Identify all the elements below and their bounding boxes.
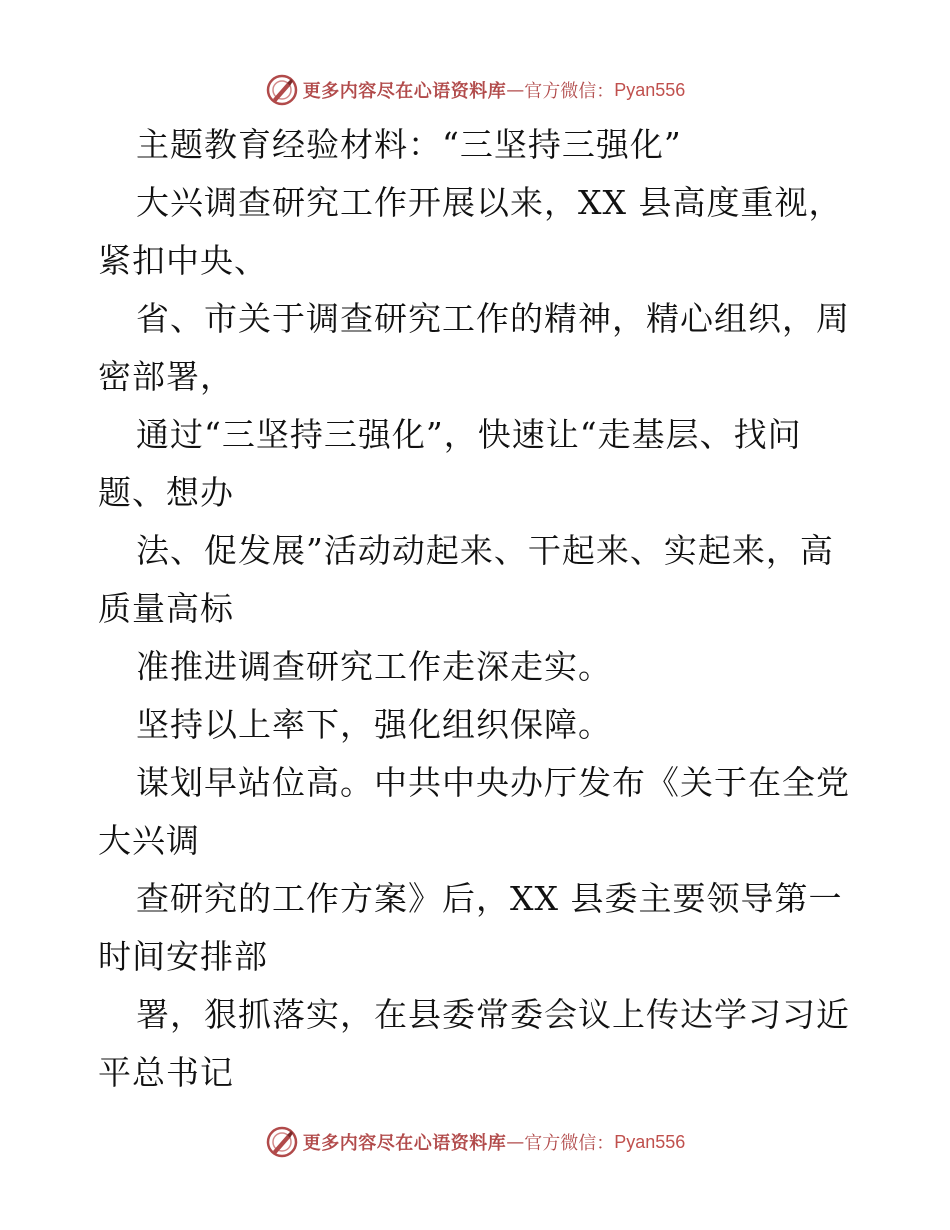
text-line: 密部署， [98,357,234,396]
text-line: 大兴调 [98,821,200,860]
text-line: 大兴调查研究工作开展以来，XX 县高度重视， [136,183,843,222]
text-line: 省、市关于调查研究工作的精神，精心组织，周 [136,299,850,338]
text-line: 法、促发展”活动动起来、干起来、实起来，高 [136,531,834,570]
pen-circle-icon [265,1125,299,1159]
document-body [98,116,858,1102]
document-title: 主题教育经验材料：“三坚持三强化” [136,125,682,164]
text-line: 查研究的工作方案》后，XX 县委主要领导第一 [136,879,843,918]
text-line: 质量高标 [98,589,234,628]
watermark-brand: 更多内容尽在心语资料库 [302,81,507,102]
watermark-separator: — [506,1131,525,1153]
text-line: 平总书记 [98,1053,234,1092]
text-line: 时间安排部 [98,937,268,976]
text-line: 准推进调查研究工作走深走实。 [136,647,612,686]
text-line: 紧扣中央、 [98,241,268,280]
watermark-separator: — [506,79,525,101]
section-heading: 坚持以上率下，强化组织保障。 [136,705,612,744]
text-line: 通过“三坚持三强化”，快速让“走基层、找问 [136,415,802,454]
watermark-wechat-id: Pyan556 [614,1131,686,1152]
watermark-brand: 更多内容尽在心语资料库 [302,1133,507,1154]
text-line: 题、想办 [98,473,234,512]
footer-watermark [0,1122,950,1162]
watermark-wechat-label: 官方微信： [524,1133,615,1154]
watermark-wechat-id: Pyan556 [614,79,686,100]
watermark-wechat-label: 官方微信： [524,81,615,102]
text-line: 署，狠抓落实，在县委常委会议上传达学习习近 [136,995,850,1034]
text-line: 谋划早站位高。中共中央办厅发布《关于在全党 [136,763,850,802]
header-watermark [0,70,950,110]
pen-circle-icon [265,73,299,107]
